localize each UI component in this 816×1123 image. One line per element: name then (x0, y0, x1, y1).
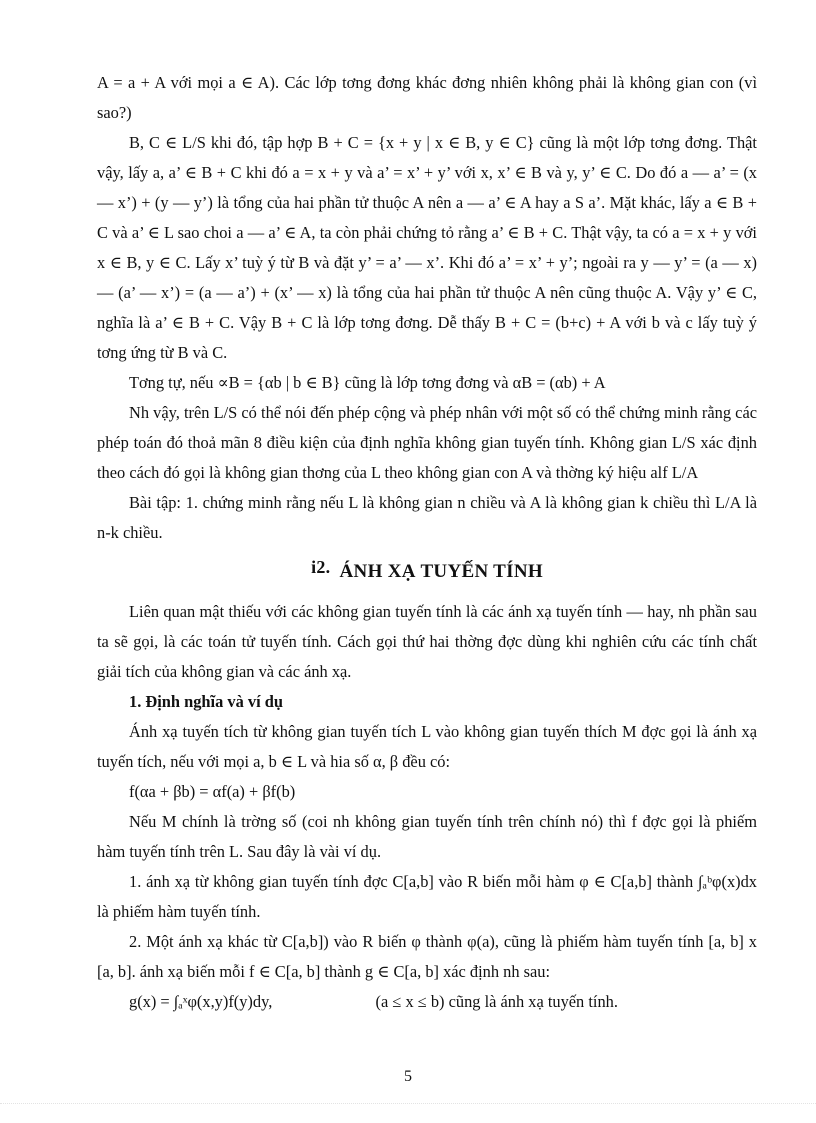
page-number: 5 (404, 1068, 412, 1085)
paragraph-example-1: 1. ánh xạ từ không gian tuyến tính đợc C[a,b] vào R biến mỗi hàm φ ∈ C[a,b] thành ∫ₐᵇφ(x)dx là phiếm hàm tuyến tính. (97, 872, 757, 921)
paragraph-functional: Nếu M chính là trờng số (coi nh không gian tuyến tính trên chính nó) thì f đợc gọi là phiếm hàm tuyến tính trên L. Sau đây là vài ví dụ. (97, 812, 757, 861)
paragraph-continuation: A = a + A với mọi a ∈ A). Các lớp tơng đơng khác đơng nhiên không phải là không gian con (vì sao?) (97, 73, 757, 122)
page-bottom-divider (0, 1103, 816, 1104)
paragraph-scalar-multiple: Tơng tự, nếu ∝B = {αb | b ∈ B} cũng là lớp tơng đơng và αB = (αb) + A (129, 373, 606, 392)
section-title (97, 552, 757, 587)
formula-integral-operator (97, 987, 757, 1017)
formula-integral-condition: (a ≤ x ≤ b) (375, 992, 445, 1011)
subsection-heading: 1. Định nghĩa và ví dụ (129, 692, 283, 711)
formula-integral-right: cũng là ánh xạ tuyến tính. (448, 992, 618, 1011)
section-number: i2. (311, 557, 331, 577)
formula-linearity: f(αa + βb) = αf(a) + βf(b) (129, 782, 296, 801)
section-title-text: ÁNH XẠ TUYẾN TÍNH (339, 561, 543, 582)
paragraph-example-2: 2. Một ánh xạ khác từ C[a,b]) vào R biến φ thành φ(a), cũng là phiếm hàm tuyến tính [a, b] x [a, b]. ánh xạ biến mỗi f ∈ C[a, b] thành g ∈ C[a, b] xác định nh sau: (97, 932, 757, 981)
paragraph-quotient-space: Nh vậy, trên L/S có thể nói đến phép cộng và phép nhân với một số có thể chứng minh rằng các phép toán đó thoả mãn 8 điều kiện của định nghĩa không gian tuyến tính. Không gian L/S xác định theo cách đó gọi là không gian thơng của L theo không gian con A và thờng ký hiệu alf L/A (97, 403, 757, 482)
paragraph-definition: Ánh xạ tuyến tích từ không gian tuyến tích L vào không gian tuyến thích M đợc gọi là ánh xạ tuyến tích, nếu với mọi a, b ∈ L và hia số α, β đều có: (97, 722, 757, 771)
paragraph-intro: Liên quan mật thiếu với các không gian tuyến tính là các ánh xạ tuyến tính — hay, nh phần sau ta sẽ gọi, là các toán tử tuyến tính. Cách gọi thứ hai thờng đợc dùng khi nghiên cứu các tính chất giải tích của không gian và các ánh xạ. (97, 602, 757, 681)
paragraph-sum-of-classes: B, C ∈ L/S khi đó, tập hợp B + C = {x + y | x ∈ B, y ∈ C} cũng là một lớp tơng đơng. Thật vậy, lấy a, a’ ∈ B + C khi đó a = x + y và a’ = x’ + y’ với x, x’ ∈ B và y, y’ ∈ C. Do đó a — a’ = (x — x’) + (y — y’) là tổng của hai phần tử thuộc A nên a — a’ ∈ A hay a S a’. Mặt khác, lấy a ∈ B + C và a’ ∈ L sao choi a — a’ ∈ A, ta còn phải chứng tỏ rằng a’ ∈ B + C. Thật vậy, ta có a = x + y với x ∈ B, y ∈ C. Lấy x’ tuỳ ý từ B và đặt y’ = a’ — x’. Khi đó a’ = x’ + y’; ngoài ra y — y’ = (a — x) — (a’ — x’) = (a — a’) + (x’ — x) là tổng của hai phần tử thuộc A nên cũng thuộc A. Vậy y’ ∈ C, nghĩa là a’ ∈ B + C. Vậy B + C là lớp tơng đơng. Dễ thấy B + C = (b+c) + A với b và c lấy tuỳ ý tơng ứng từ B và C. (97, 133, 757, 362)
formula-integral-left: g(x) = ∫ₐˣφ(x,y)f(y)dy, (129, 992, 273, 1011)
paragraph-exercise: Bài tập: 1. chứng minh rằng nếu L là không gian n chiều và A là không gian k chiều thì L/A là n-k chiều. (97, 493, 757, 542)
page-content (97, 68, 757, 1017)
